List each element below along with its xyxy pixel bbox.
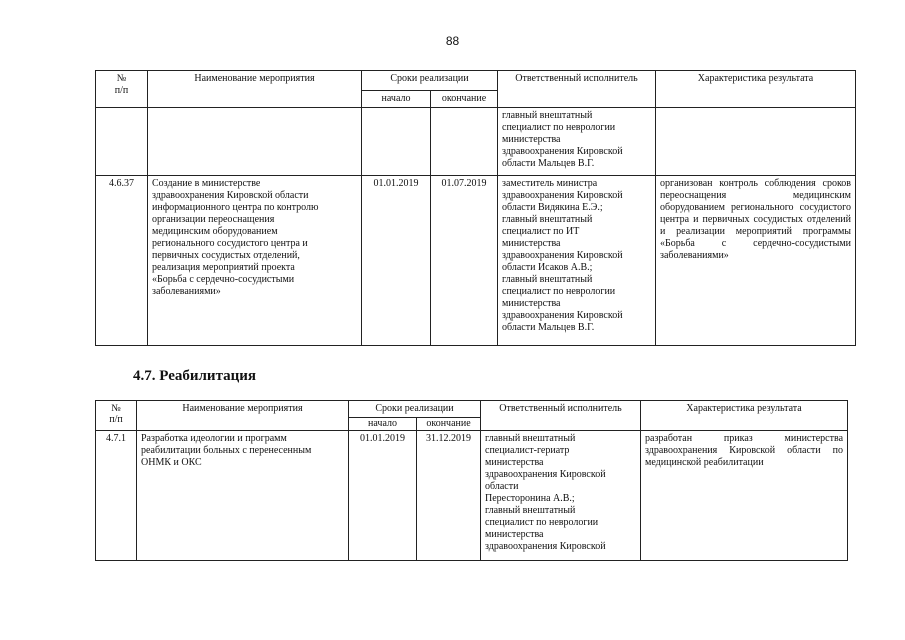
executor-line: здравоохранения Кировской xyxy=(485,469,606,480)
table-row xyxy=(96,108,856,176)
row-start-date: 01.01.2019 xyxy=(362,176,431,346)
row-name xyxy=(137,431,349,561)
name-line: регионального сосудистого центра и xyxy=(152,238,308,249)
name-line: заболеваниями» xyxy=(152,286,221,297)
header-start: начало xyxy=(349,418,417,431)
name-line: Разработка идеологии и программ xyxy=(141,433,287,444)
cont-result-cell xyxy=(656,108,856,176)
table-row xyxy=(96,431,848,561)
name-line: «Борьба с сердечно-сосудистыми xyxy=(152,274,295,285)
executor-line: специалист по неврологии xyxy=(502,286,616,297)
measures-table-4-7 xyxy=(95,400,848,561)
header-name: Наименование мероприятия xyxy=(137,401,349,431)
row-result: организован контроль соблюдения сроков переоснащения медицинским оборудованием регионального сосудистого центра и первичных сосудистых отделений и реализации мероприятий программы «Борьба с сердечно-сосудистыми заболеваниями» xyxy=(656,176,856,346)
executor-line: министерства xyxy=(502,134,561,145)
executor-line: министерства xyxy=(485,529,544,540)
executor-line: специалист по ИТ xyxy=(502,226,580,237)
row-num: 4.6.37 xyxy=(96,176,148,346)
row-result: разработан приказ министерства здравоохранения Кировской области по медицинской реабилитации xyxy=(641,431,848,561)
executor-line: области Видякина Е.Э.; xyxy=(502,202,603,213)
name-line: организации переоснащения xyxy=(152,214,275,225)
section-title: 4.7. Реабилитация xyxy=(133,368,257,384)
name-line: ОНМК и ОКС xyxy=(141,457,202,468)
header-executor: Ответственный исполнитель xyxy=(481,401,641,431)
executor-line: здравоохранения Кировской xyxy=(502,310,623,321)
executor-line: здравоохранения Кировской xyxy=(502,146,623,157)
row-end-date: 01.07.2019 xyxy=(431,176,498,346)
row-executor xyxy=(481,431,641,561)
table-row xyxy=(96,176,856,346)
name-line: реабилитации больных с перенесенным xyxy=(141,445,312,456)
executor-line: главный внештатный xyxy=(485,433,576,444)
executor-line: специалист по неврологии xyxy=(485,517,599,528)
cont-end-cell xyxy=(431,108,498,176)
measures-table-4-6 xyxy=(95,70,856,346)
row-num: 4.7.1 xyxy=(96,431,137,561)
executor-line: главный внештатный xyxy=(502,110,593,121)
executor-line: министерства xyxy=(502,298,561,309)
executor-line: Пересторонина А.В.; xyxy=(485,493,575,504)
executor-line: здравоохранения Кировской xyxy=(485,541,606,552)
executor-line: области xyxy=(485,481,519,492)
executor-line: министерства xyxy=(485,457,544,468)
executor-line: области Мальцев В.Г. xyxy=(502,158,595,169)
executor-line: здравоохранения Кировской xyxy=(502,250,623,261)
executor-line: здравоохранения Кировской xyxy=(502,190,623,201)
header-num: № п/п xyxy=(96,71,148,108)
name-line: первичных сосудистых отделений, xyxy=(152,250,300,261)
header-terms: Сроки реализации xyxy=(349,401,481,418)
executor-line: области Мальцев В.Г. xyxy=(502,322,595,333)
executor-line: специалист по неврологии xyxy=(502,122,616,133)
executor-line: главный внештатный xyxy=(502,274,593,285)
page-number: 88 xyxy=(445,34,460,48)
header-end: окончание xyxy=(431,91,498,108)
row-name xyxy=(148,176,362,346)
header-name: Наименование мероприятия xyxy=(148,71,362,108)
name-line: медицинским оборудованием xyxy=(152,226,278,237)
header-terms: Сроки реализации xyxy=(362,71,498,91)
cont-num-cell xyxy=(96,108,148,176)
name-line: реализация мероприятий проекта xyxy=(152,262,295,273)
executor-line: специалист-гериатр xyxy=(485,445,570,456)
header-executor: Ответственный исполнитель xyxy=(498,71,656,108)
executor-line: главный внештатный xyxy=(502,214,593,225)
header-end: окончание xyxy=(417,418,481,431)
row-end-date: 31.12.2019 xyxy=(417,431,481,561)
header-start: начало xyxy=(362,91,431,108)
row-start-date: 01.01.2019 xyxy=(349,431,417,561)
cont-executor-cell xyxy=(498,108,656,176)
header-num: № п/п xyxy=(96,401,137,431)
executor-line: области Исаков А.В.; xyxy=(502,262,593,273)
executor-line: главный внештатный xyxy=(485,505,576,516)
cont-start-cell xyxy=(362,108,431,176)
name-line: здравоохранения Кировской области xyxy=(152,190,309,201)
row-executor xyxy=(498,176,656,346)
name-line: информационного центра по контролю xyxy=(152,202,319,213)
executor-line: заместитель министра xyxy=(502,178,598,189)
executor-line: министерства xyxy=(502,238,561,249)
header-result: Характеристика результата xyxy=(641,401,848,431)
name-line: Создание в министерстве xyxy=(152,178,261,189)
cont-name-cell xyxy=(148,108,362,176)
header-result: Характеристика результата xyxy=(656,71,856,108)
